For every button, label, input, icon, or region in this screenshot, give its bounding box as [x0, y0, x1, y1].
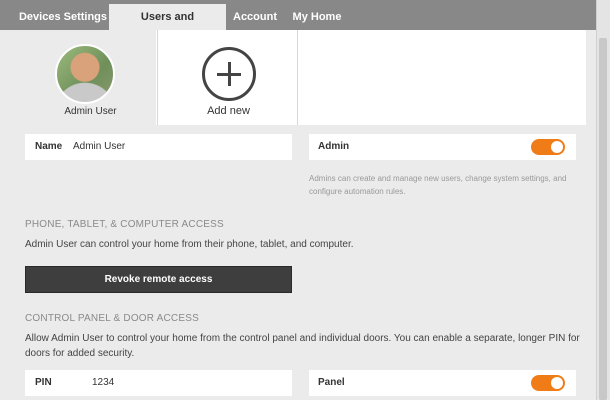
admin-toggle[interactable] [531, 139, 565, 155]
name-input[interactable]: Admin User [73, 141, 126, 152]
panel-row [309, 370, 576, 396]
panel-label: Panel [318, 377, 345, 388]
pin-label: PIN [35, 377, 52, 388]
name-field [25, 134, 292, 160]
toggle-knob [551, 377, 563, 389]
add-user-label: Add new [207, 105, 250, 117]
tab-account[interactable]: Account [233, 11, 277, 23]
plus-circle-icon [202, 47, 256, 101]
user-card-admin[interactable] [25, 30, 156, 125]
toggle-knob [551, 141, 563, 153]
tab-users-and-permissions[interactable]: Users and [109, 4, 226, 30]
pin-input[interactable]: 1234 [92, 377, 115, 388]
tab-bar [0, 0, 596, 30]
admin-label: Admin [318, 141, 350, 152]
admin-row [309, 134, 576, 160]
tab-devices-settings[interactable]: Devices Settings [18, 11, 108, 23]
panel-access-heading: CONTROL PANEL & DOOR ACCESS [25, 313, 199, 324]
remote-access-text: Admin User can control your home from their phone, tablet, and computer. [25, 239, 354, 250]
user-card-name: Admin User [64, 106, 117, 117]
scrollbar-thumb[interactable] [599, 38, 607, 400]
panel-toggle[interactable] [531, 375, 565, 391]
pin-field [25, 370, 292, 396]
revoke-remote-access-button[interactable]: Revoke remote access [25, 266, 292, 293]
name-label: Name [35, 141, 63, 152]
add-user-button[interactable] [157, 30, 298, 125]
panel-access-text: Allow Admin User to control your home from the control panel and individual doors. You can enable a separate, longer PIN for doors for added security. [25, 333, 580, 359]
avatar [55, 44, 115, 104]
admin-help-text: Admins can create and manage new users, change system settings, and configure automation rules. [309, 174, 567, 196]
remote-access-heading: PHONE, TABLET, & COMPUTER ACCESS [25, 219, 224, 230]
tab-my-home[interactable]: My Home [292, 11, 342, 23]
